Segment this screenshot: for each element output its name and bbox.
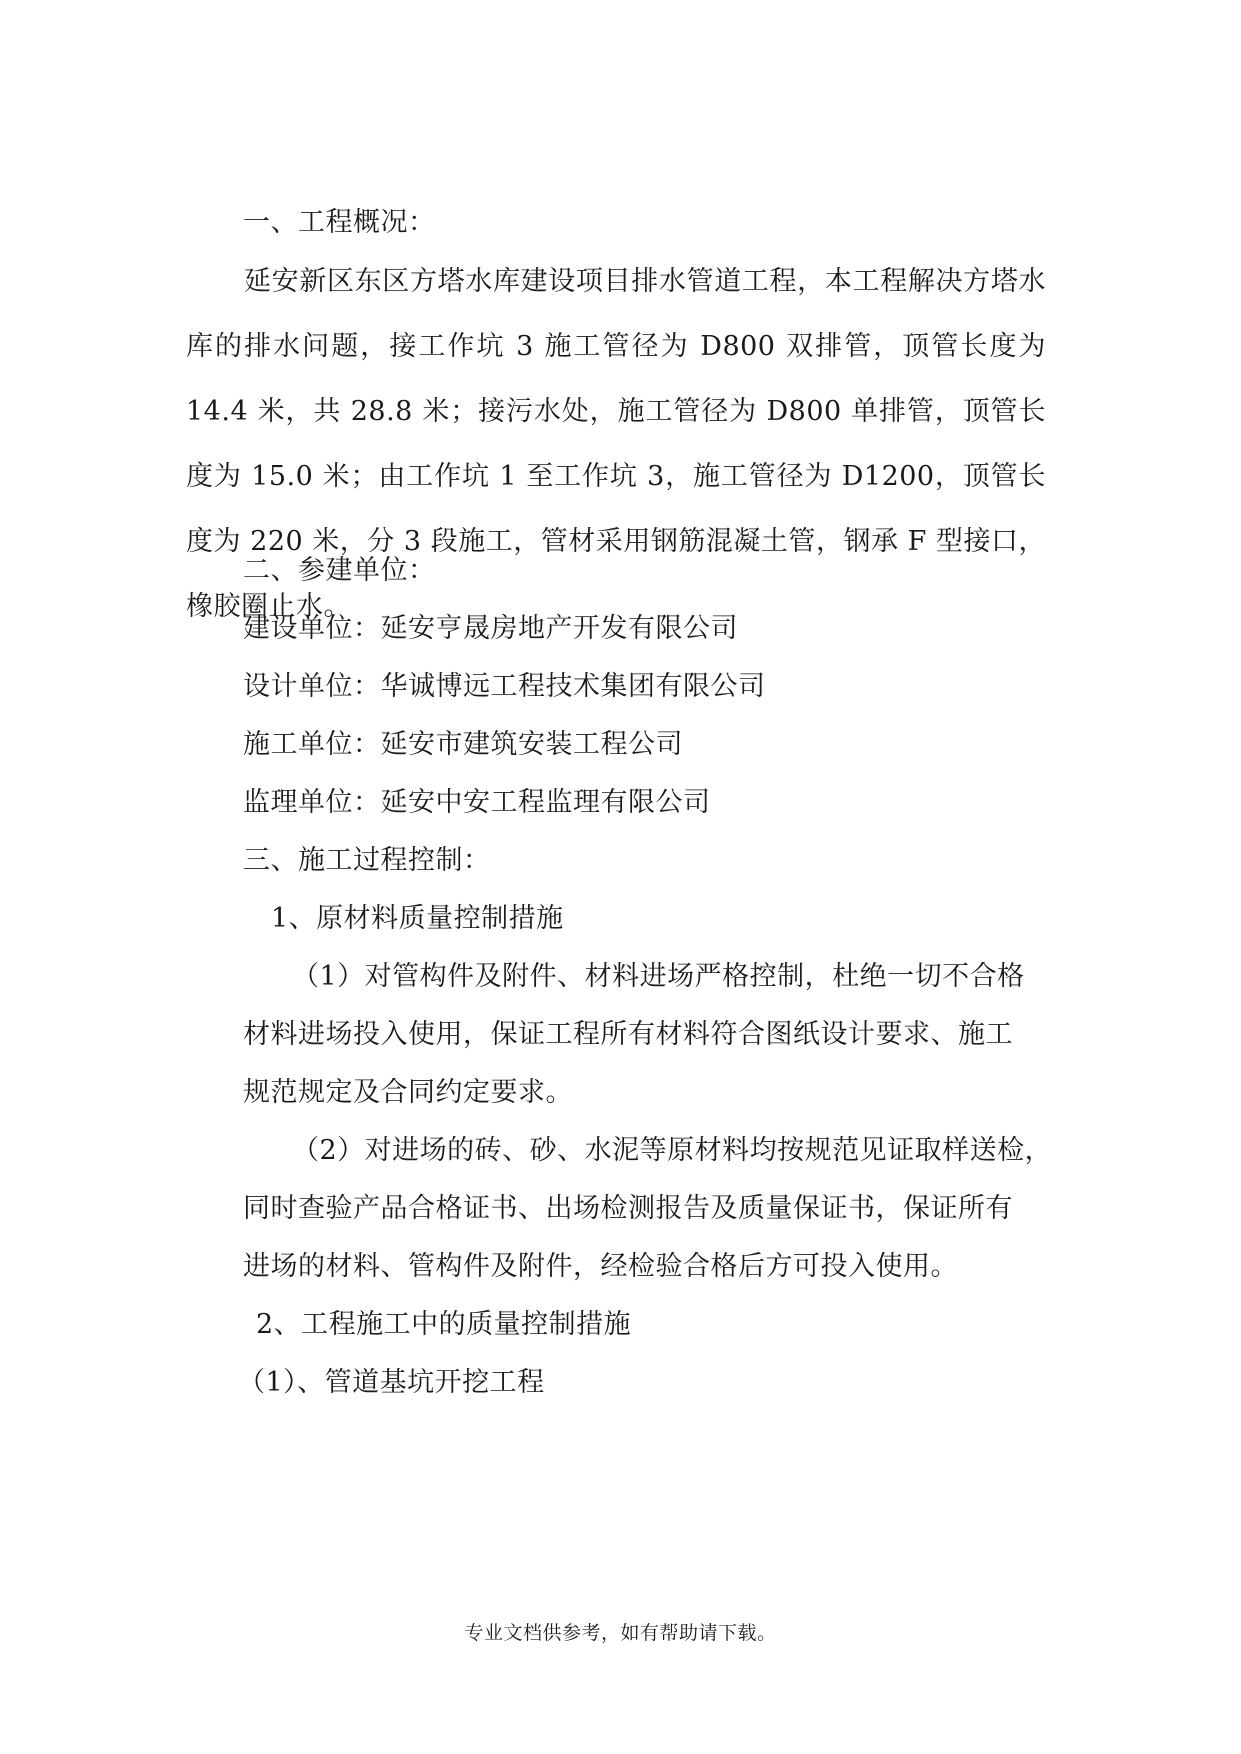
unit-construction: 建设单位：延安亨晟房地产开发有限公司 [243,613,738,644]
page-footer: 专业文档供参考，如有帮助请下载。 [464,1622,777,1644]
item-1-line-1: （1）对管构件及附件、材料进场严格控制，杜绝一切不合格 [292,961,1025,992]
section-3-heading: 三、施工过程控制： [243,845,491,876]
section-1-body: 延安新区东区方塔水库建设项目排水管道工程，本工程解决方塔水库的排水问题，接工作坑 3 施工管径为 D800 双排管，顶管长度为 14.4 米，共 28.8 米；接污水处，施工管径为 D800 单排管，顶管长度为 15.0 米；由工作坑 1 至工作坑 3，施工管径为 D1200，顶管长度为 220 米，分 3 段施工，管材采用钢筋混凝土管，钢承 F 型接口，橡胶圈止水。 [186,266,1046,622]
unit-design: 设计单位：华诚博远工程技术集团有限公司 [243,671,766,702]
item-2-line-1: （2）对进场的砖、砂、水泥等原材料均按规范见证取样送检， [292,1135,1053,1166]
unit-builder: 施工单位：延安市建筑安装工程公司 [243,729,683,760]
section-1-heading: 一、工程概况： [243,207,436,238]
item-2-line-2: 同时查验产品合格证书、出场检测报告及质量保证书，保证所有 [243,1193,1013,1224]
section-2-heading: 二、参建单位： [243,555,436,586]
subsection-1-heading: 1、原材料质量控制措施 [271,903,564,934]
subsection-2-item-1: （1）、管道基坑开挖工程 [238,1367,545,1398]
unit-supervision: 监理单位：延安中安工程监理有限公司 [243,787,711,818]
item-1-line-3: 规范规定及合同约定要求。 [243,1077,573,1108]
item-2-line-3: 进场的材料、管构件及附件，经检验合格后方可投入使用。 [243,1251,958,1282]
item-1-line-2: 材料进场投入使用，保证工程所有材料符合图纸设计要求、施工 [243,1019,1013,1050]
subsection-2-heading: 2、工程施工中的质量控制措施 [256,1309,632,1340]
